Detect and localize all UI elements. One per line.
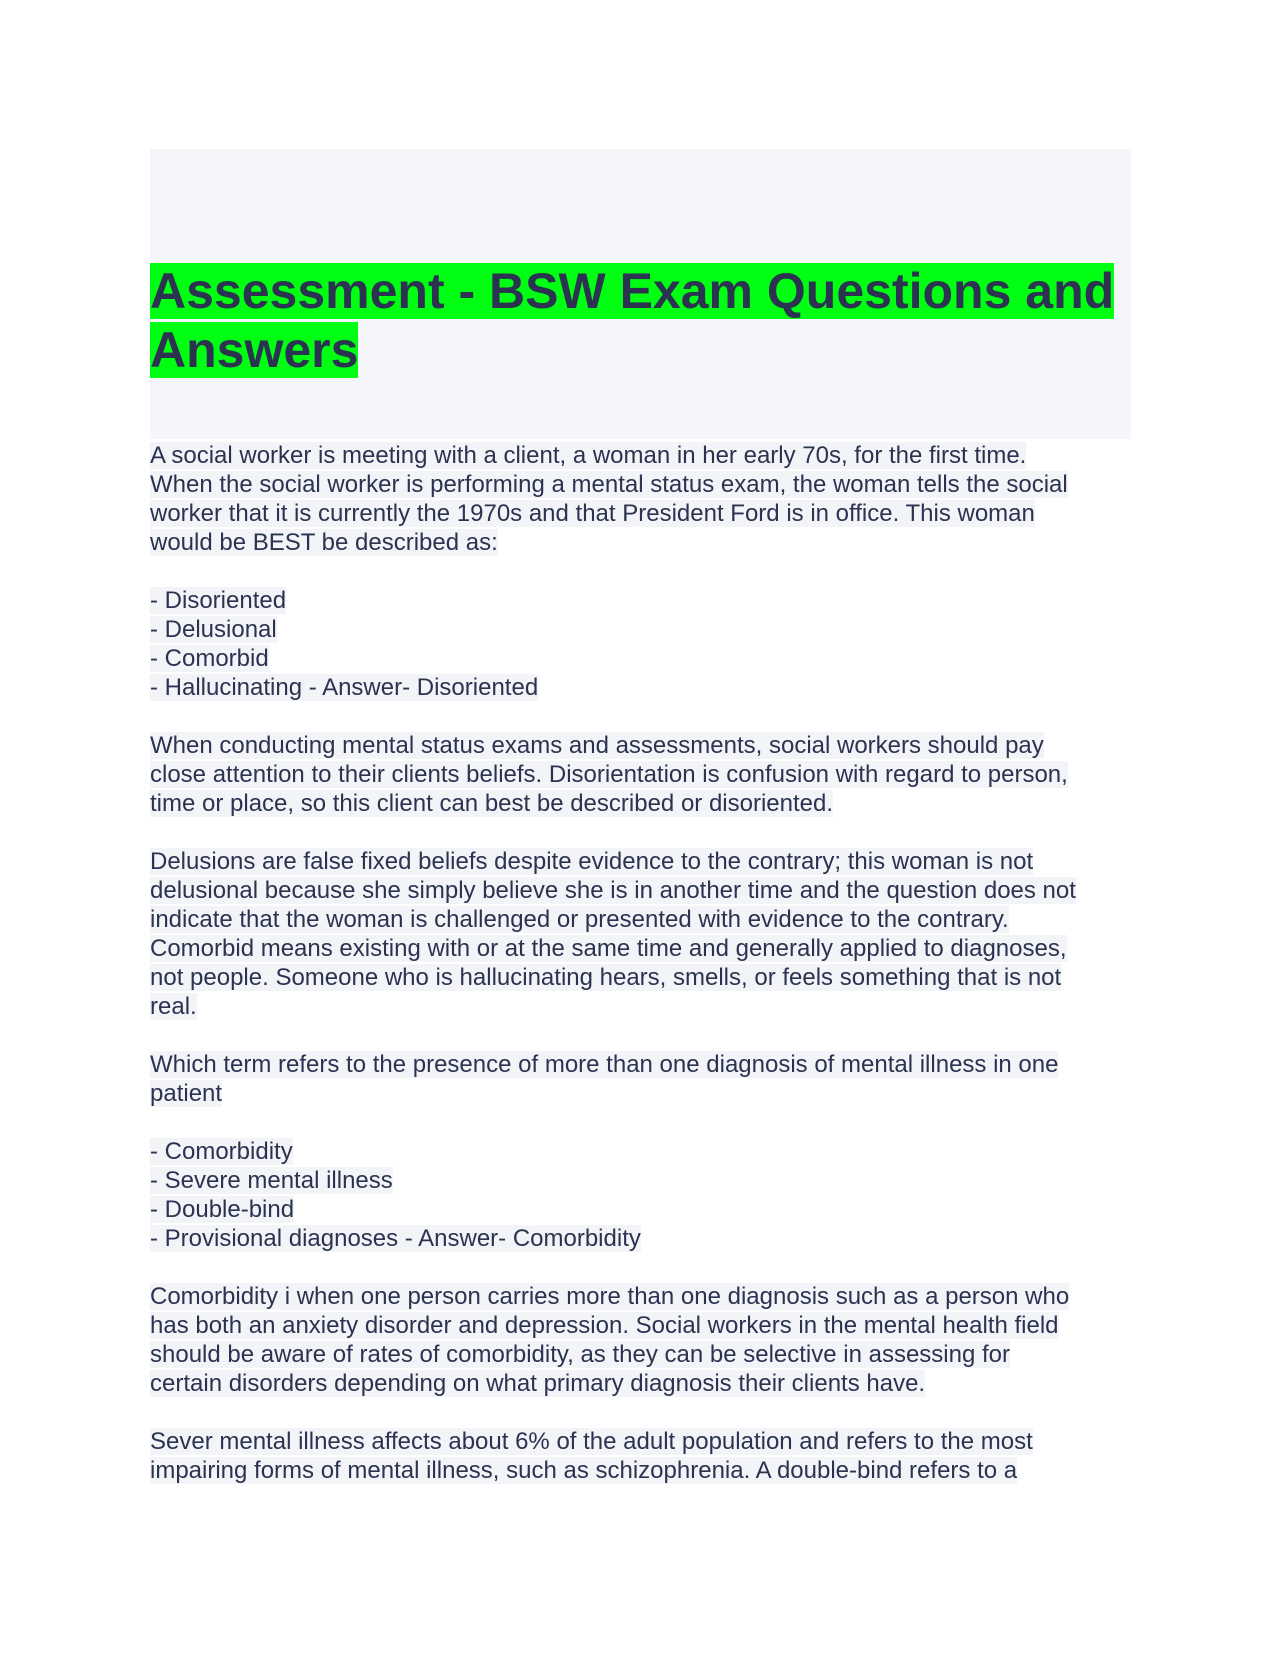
title-line-1: Assessment - BSW Exam Questions and xyxy=(150,263,1115,319)
option-item: - Comorbid xyxy=(150,645,269,672)
question-line: When the social worker is performing a mental status exam, the woman tells the social xyxy=(150,471,1068,498)
question-line: Which term refers to the presence of more than one diagnosis of mental illness in one xyxy=(150,1051,1059,1078)
explanation-line: time or place, so this client can best be described or disoriented. xyxy=(150,790,834,817)
option-item: - Severe mental illness xyxy=(150,1167,393,1194)
question-line: patient xyxy=(150,1080,223,1107)
answer-options-1 xyxy=(150,586,1140,702)
explanation-line: Delusions are false fixed beliefs despite evidence to the contrary; this woman is not xyxy=(150,848,1034,875)
explanation-2a xyxy=(150,1282,1140,1398)
page-title xyxy=(150,262,1140,380)
answer-options-2 xyxy=(150,1137,1140,1253)
question-2 xyxy=(150,1050,1140,1108)
question-line: A social worker is meeting with a client, a woman in her early 70s, for the first time. xyxy=(150,442,1027,469)
explanation-line: Comorbid means existing with or at the same time and generally applied to diagnoses, xyxy=(150,935,1067,962)
option-item: - Disoriented xyxy=(150,587,287,614)
explanation-line: Sever mental illness affects about 6% of the adult population and refers to the most xyxy=(150,1428,1033,1455)
title-line-2: Answers xyxy=(150,322,359,378)
option-item: - Delusional xyxy=(150,616,277,643)
explanation-line: should be aware of rates of comorbidity, as they can be selective in assessing for xyxy=(150,1341,1011,1368)
explanation-2b xyxy=(150,1427,1140,1485)
explanation-line: Comorbidity i when one person carries more than one diagnosis such as a person who xyxy=(150,1283,1070,1310)
explanation-line: has both an anxiety disorder and depression. Social workers in the mental health field xyxy=(150,1312,1059,1339)
explanation-line: certain disorders depending on what primary diagnosis their clients have. xyxy=(150,1370,926,1397)
explanation-line: real. xyxy=(150,993,197,1020)
explanation-line: impairing forms of mental illness, such as schizophrenia. A double-bind refers to a xyxy=(150,1457,1018,1484)
question-line: would be BEST be described as: xyxy=(150,529,498,556)
explanation-line: indicate that the woman is challenged or presented with evidence to the contrary. xyxy=(150,906,1009,933)
explanation-1a xyxy=(150,731,1140,818)
option-item-with-answer: - Provisional diagnoses - Answer- Comorbidity xyxy=(150,1225,641,1252)
option-item-with-answer: - Hallucinating - Answer- Disoriented xyxy=(150,674,539,701)
explanation-line: When conducting mental status exams and assessments, social workers should pay xyxy=(150,732,1044,759)
explanation-1b xyxy=(150,847,1140,1021)
question-line: worker that it is currently the 1970s and that President Ford is in office. This woman xyxy=(150,500,1035,527)
explanation-line: not people. Someone who is hallucinating hears, smells, or feels something that is not xyxy=(150,964,1062,991)
explanation-line: delusional because she simply believe she is in another time and the question does not xyxy=(150,877,1076,904)
document-body xyxy=(150,441,1140,1514)
option-item: - Comorbidity xyxy=(150,1138,293,1165)
option-item: - Double-bind xyxy=(150,1196,295,1223)
explanation-line: close attention to their clients beliefs. Disorientation is confusion with regard to person, xyxy=(150,761,1068,788)
question-1 xyxy=(150,441,1140,557)
